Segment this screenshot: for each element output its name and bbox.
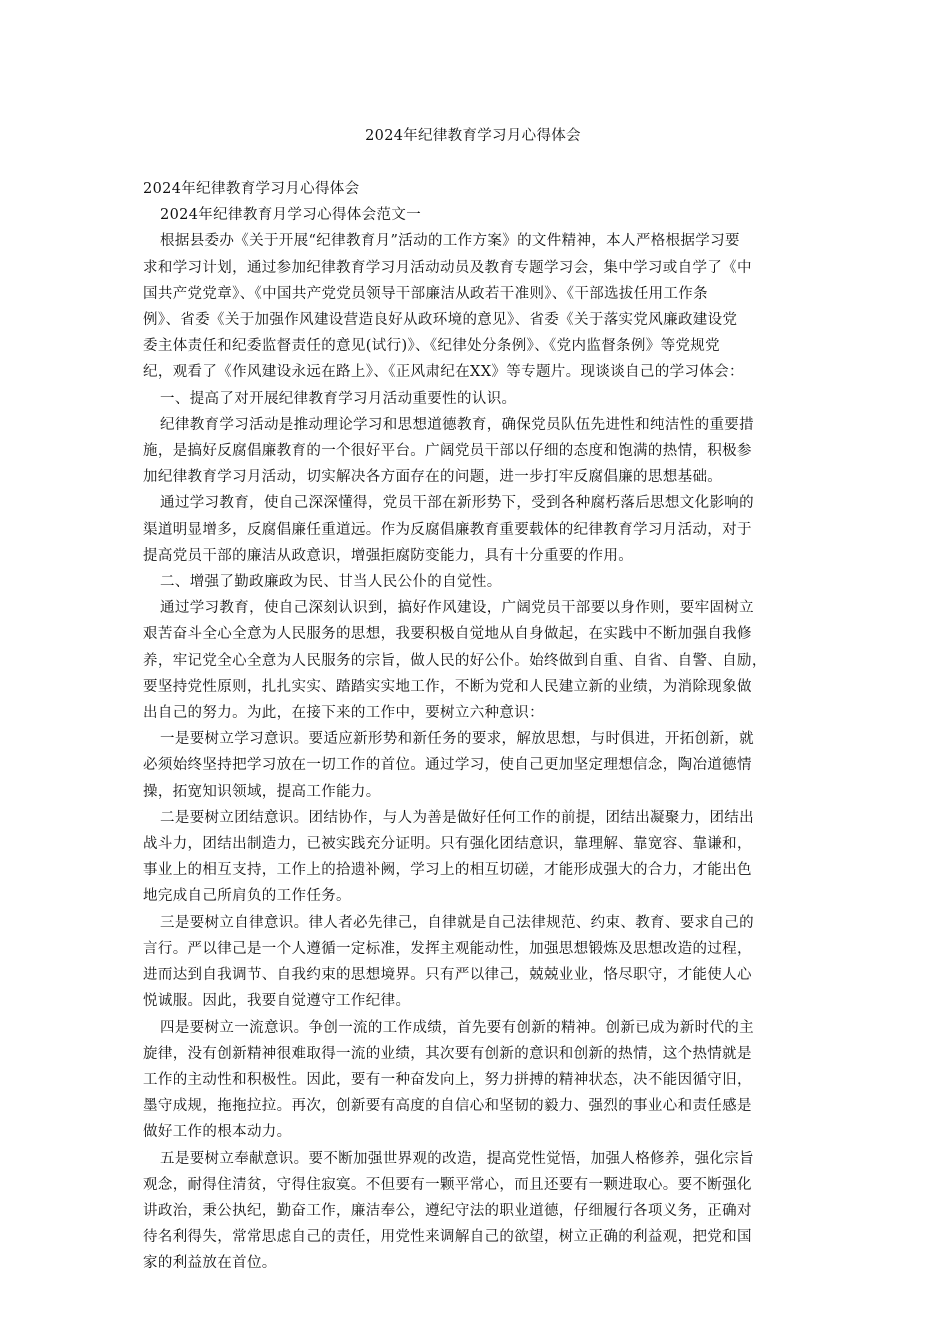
text-line: 事业上的相互支持，工作上的拾遗补阙，学习上的相互切磋，才能形成强大的合力，才能出色 xyxy=(143,862,752,879)
text-line: 通过学习教育，使自己深刻认识到，搞好作风建设，广阔党员干部要以身作则，要牢固树立 xyxy=(160,600,754,617)
text-line: 操，拓宽知识领域，提高工作能力。 xyxy=(143,783,381,800)
document-title: 2024年纪律教育学习月心得体会 xyxy=(365,128,581,144)
text-line: 悦诚服。因此，我要自觉遵守工作纪律。 xyxy=(143,993,411,1010)
text-line: 2024年纪律教育月学习心得体会范文一 xyxy=(160,207,422,224)
text-line: 加纪律教育学习月活动，切实解决各方面存在的问题，进一步打牢反腐倡廉的思想基础。 xyxy=(143,469,723,486)
text-line: 三是要树立自律意识。律人者必先律己，自律就是自己法律规范、约束、教育、要求自己的 xyxy=(160,914,754,931)
document-body xyxy=(143,176,803,1277)
text-line: 旋律，没有创新精神很难取得一流的业绩，其次要有创新的意识和创新的热情，这个热情就是 xyxy=(143,1045,752,1062)
text-line: 艰苦奋斗全心全意为人民服务的思想，我要积极自觉地从自身做起，在实践中不断加强自我修 xyxy=(143,626,752,643)
text-line: 战斗力，团结出制造力，已被实践充分证明。只有强化团结意识，靠理解、靠宽容、靠谦和， xyxy=(143,836,752,853)
text-line: 根据县委办《关于开展“纪律教育月”活动的工作方案》的文件精神，本人严格根据学习要 xyxy=(160,233,740,250)
text-line: 出自己的努力。为此，在接下来的工作中，要树立六种意识： xyxy=(143,705,544,722)
text-line: 养，牢记党全心全意为人民服务的宗旨，做人民的好公仆。始终做到自重、自省、自警、自励， xyxy=(143,652,767,669)
text-line: 例》、省委《关于加强作风建设营造良好从政环境的意见》、省委《关于落实党风廉政建设党 xyxy=(143,312,738,329)
text-line: 二、增强了勤政廉政为民、甘当人民公仆的自觉性。 xyxy=(160,574,502,591)
document-page xyxy=(143,122,803,1277)
text-line: 二是要树立团结意识。团结协作，与人为善是做好任何工作的前提，团结出凝聚力，团结出 xyxy=(160,809,754,826)
text-line: 纪律教育学习活动是推动理论学习和思想道德教育，确保党员队伍先进性和纯洁性的重要措 xyxy=(160,416,754,433)
text-line: 进而达到自我调节、自我约束的思想境界。只有严以律己，兢兢业业，恪尽职守，才能使人心 xyxy=(143,967,752,984)
text-line: 通过学习教育，使自己深深懂得，党员干部在新形势下，受到各种腐朽落后思想文化影响的 xyxy=(160,495,754,512)
text-line: 工作的主动性和积极性。因此，要有一种奋发向上，努力拼搏的精神状态，决不能因循守旧， xyxy=(143,1071,752,1088)
text-line: 四是要树立一流意识。争创一流的工作成绩，首先要有创新的精神。创新已成为新时代的主 xyxy=(160,1019,754,1036)
text-line: 一、提高了对开展纪律教育学习月活动重要性的认识。 xyxy=(160,390,517,407)
text-line: 观念，耐得住清贫，守得住寂寞。不但要有一颗平常心，而且还要有一颗进取心。要不断强化 xyxy=(143,1176,752,1193)
text-line: 待名利得失，常常思虑自己的责任，用党性来调解自己的欲望，树立正确的利益观，把党和国 xyxy=(143,1229,752,1246)
text-line: 施，是搞好反腐倡廉教育的一个很好平台。广阔党员干部以仔细的态度和饱满的热情，积极参 xyxy=(143,443,752,460)
text-line: 墨守成规，拖拖拉拉。再次，创新要有高度的自信心和坚韧的毅力、强烈的事业心和责任感是 xyxy=(143,1098,752,1115)
text-line: 2024年纪律教育学习月心得体会 xyxy=(143,181,360,197)
text-line: 家的利益放在首位。 xyxy=(143,1255,277,1272)
text-line: 言行。严以律己是一个人遵循一定标准，发挥主观能动性，加强思想锻炼及思想改造的过程， xyxy=(143,940,752,957)
text-line: 委主体责任和纪委监督责任的意见(试行)》、《纪律处分条例》、《党内监督条例》等党规党 xyxy=(143,338,721,355)
text-line: 渠道明显增多，反腐倡廉任重道远。作为反腐倡廉教育重要载体的纪律教育学习月活动，对于 xyxy=(143,521,752,538)
text-line: 地完成自己所肩负的工作任务。 xyxy=(143,888,351,905)
text-line: 五是要树立奉献意识。要不断加强世界观的改造，提高党性觉悟，加强人格修养，强化宗旨 xyxy=(160,1150,754,1167)
text-line: 做好工作的根本动力。 xyxy=(143,1124,292,1141)
text-line: 必须始终坚持把学习放在一切工作的首位。通过学习，使自己更加坚定理想信念，陶冶道德情 xyxy=(143,757,752,774)
text-line: 要坚持党性原则，扎扎实实、踏踏实实地工作，不断为党和人民建立新的业绩，为消除现象做 xyxy=(143,678,752,695)
text-line: 一是要树立学习意识。要适应新形势和新任务的要求，解放思想，与时俱进，开拓创新，就 xyxy=(160,731,754,748)
text-line: 讲政治，秉公执纪，勤奋工作，廉洁奉公，遵纪守法的职业道德，仔细履行各项义务，正确对 xyxy=(143,1202,752,1219)
text-line: 纪，观看了《作风建设永远在路上》、《正风肃纪在XX》等专题片。现谈谈自己的学习体会： xyxy=(143,364,744,381)
text-line: 国共产党党章》、《中国共产党党员领导干部廉洁从政若干准则》、《干部选拔任用工作条 xyxy=(143,285,708,302)
text-line: 求和学习计划，通过参加纪律教育学习月活动动员及教育专题学习会，集中学习或自学了《中 xyxy=(143,259,752,276)
text-line: 提高党员干部的廉洁从政意识，增强拒腐防变能力，具有十分重要的作用。 xyxy=(143,547,634,564)
